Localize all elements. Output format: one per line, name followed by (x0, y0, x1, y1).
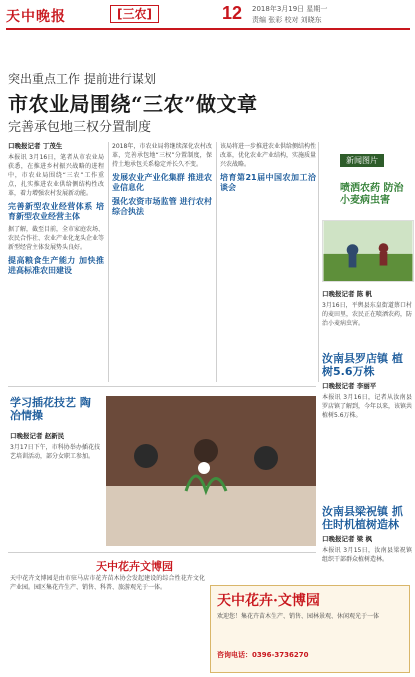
lead-col2-text: 2018年，市农业局将继续深化农村改革，完善承包地“三权”分置制度，保持土地承包关系稳定并长久不变。 (112, 143, 212, 168)
pub-editors: 责编 张彩 校对 刘晓东 (252, 16, 322, 24)
section-tag: [三农] (110, 5, 159, 23)
lead-column-3 (220, 142, 316, 382)
flower-park-ad (210, 585, 410, 673)
lead-col1-subtitle: 完善新型农业经营体系 培育新型农业经营主体 (8, 202, 104, 221)
news-photo-text: 3月16日，平舆县东皇街道蔡口村的麦田里，农民正在喷洒农药，防治小麦病虫害。 (322, 302, 412, 327)
left-box-body (10, 432, 100, 542)
brief-2-byline: 口晚报记者 梁 枫 (322, 535, 373, 543)
flower-class-photo (106, 396, 316, 546)
news-photo-title: 喷洒农药 防治小麦病虫害 (340, 183, 404, 206)
news-photo-caption (322, 290, 412, 330)
bottom-left-text: 天中花卉文博园是由市驻马店市花卉苗木协会发起建设的综合性花卉文化产业园。园区集花卉生产、销售、科普、旅游观光于一体。 (10, 575, 205, 591)
masthead (0, 0, 415, 30)
lead-subhead: 完善承包地三权分置制度 (8, 120, 152, 135)
news-photo-label: 新闻图片 (340, 154, 384, 167)
lead-col3-subtitle: 培育第21届中国农加工洽谈会 (220, 173, 316, 192)
bottom-left-body (10, 574, 205, 672)
section-divider (8, 552, 316, 553)
page-number: 12 (222, 3, 243, 23)
newspaper-brand: 天中晚报 (6, 9, 66, 25)
brief-1-byline: 口晚报记者 李丽平 (322, 382, 377, 390)
lead-headline: 市农业局围绕“三农”做文章 (8, 92, 258, 116)
column-divider (216, 142, 217, 382)
lead-kicker: 突出重点工作 提前进行谋划 (8, 72, 156, 86)
brief-2-text: 本报讯 3月15日，汝南县梁祝镇组织干部群众植树造林。 (322, 547, 412, 563)
lead-col2-subtitle: 发展农业产业化集群 推进农业信息化 (112, 173, 212, 192)
lead-col1-text: 本报讯 3月16日，笔者从市农业局获悉，在推进乡村振兴战略的进程中，市农业局围绕“三农”工作重点，扎实推进农业供给侧结构性改革，着力增强农村发展新动能。 (8, 154, 104, 197)
lead-col2-subtitle2: 强化农资市场监管 进行农村综合执法 (112, 197, 212, 216)
ad-subtitle: 欢迎您！集花卉苗木生产、销售、园林景观、休闲观光于一体 (217, 613, 380, 620)
brief-1-body (322, 382, 412, 492)
brief-1-text: 本报讯 3月16日，记者从汝南县罗店镇了解到，今年以来，该镇共植树5.6万株。 (322, 394, 412, 419)
brief-2-headline: 汝南县梁祝镇 抓住时机植树造林 (322, 505, 403, 531)
lead-byline: 口晚报记者 丁茂生 (8, 142, 63, 150)
wheat-field-photo (322, 220, 414, 282)
column-divider (318, 142, 319, 382)
section-divider (8, 386, 316, 387)
column-divider (108, 142, 109, 382)
bottom-left-title: 天中花卉文博园 (96, 560, 173, 573)
publication-meta (252, 4, 412, 26)
brief-1-headline: 汝南县罗店镇 植树5.6万株 (322, 352, 403, 378)
lead-column-1 (8, 142, 104, 382)
ad-contact: 咨询电话：0396-3736270 (217, 651, 309, 659)
lead-col1-subtitle2: 提高粮食生产能力 加快推进高标准农田建设 (8, 256, 104, 275)
lead-col1-text2: 据了解，截至目前，全市家庭农场、农民合作社、农业产业化龙头企业等新型经营主体发展势头良好。 (8, 226, 104, 251)
pub-date: 2018年3月19日 星期一 (252, 5, 328, 13)
left-box-title: 学习插花技艺 陶冶情操 (10, 396, 91, 422)
lead-column-2 (112, 142, 212, 382)
left-box-byline: 口晚报记者 赵新民 (10, 432, 65, 440)
news-photo-byline: 口晚报记者 陈 帆 (322, 290, 373, 298)
masthead-rule (6, 28, 410, 30)
lead-col3-text: 该局将进一步推进农业供给侧结构性改革，优化农业产业结构，实施质量兴农战略。 (220, 143, 316, 168)
left-box-text: 3月17日下午，市科协举办插花技艺培训活动，部分女职工参加。 (10, 444, 100, 460)
ad-title: 天中花卉·文博园 (217, 593, 320, 609)
